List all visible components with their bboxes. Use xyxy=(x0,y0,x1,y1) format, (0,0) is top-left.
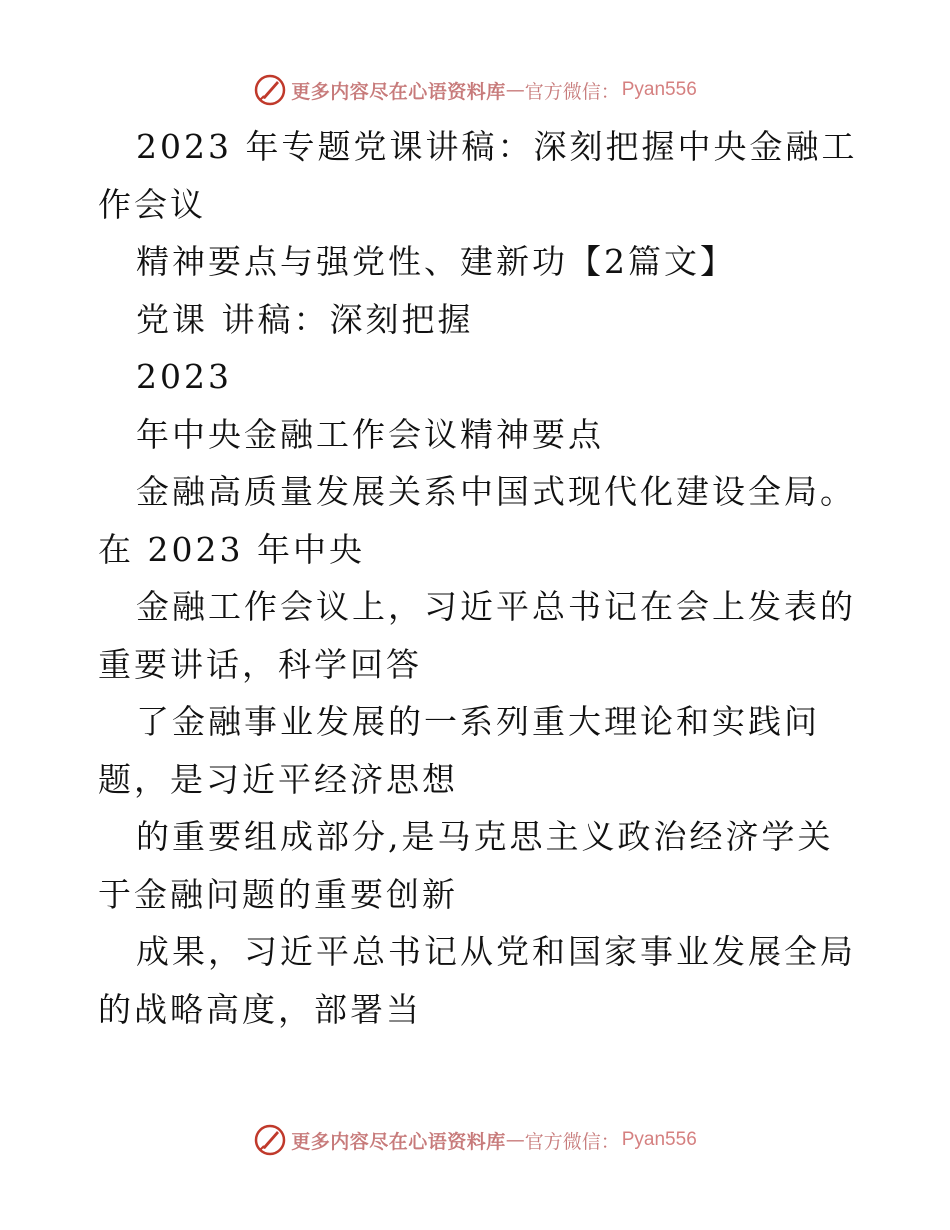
paragraph: 金融高质量发展关系中国式现代化建设全局。在 2023 年中央 xyxy=(98,472,856,569)
watermark-main-text: 更多内容尽在心语资料库 xyxy=(291,80,506,103)
watermark-code: Pyan556 xyxy=(621,1129,697,1150)
paragraph: 成果，习近平总书记从党和国家事业发展全局的战略高度，部署当 xyxy=(98,932,856,1029)
watermark-tail-text: 官方微信： xyxy=(524,1130,620,1153)
paragraph: 了金融事业发展的一系列重大理论和实践问题，是习近平经济思想 xyxy=(98,702,820,799)
watermark-code: Pyan556 xyxy=(621,79,697,100)
paragraph: 的重要组成部分,是马克思主义政治经济学关于金融问题的重要创新 xyxy=(98,817,834,914)
paragraph: 党课 讲稿：深刻把握 xyxy=(136,299,474,339)
feather-logo-icon xyxy=(253,73,287,107)
paragraph: 精神要点与强党性、建新功【2篇文】 xyxy=(136,242,736,281)
paragraph: 年中央金融工作会议精神要点 xyxy=(136,414,604,454)
watermark-tail-text: 官方微信： xyxy=(524,80,620,103)
paragraph: 金融工作会议上，习近平总书记在会上发表的重要讲话，科学回答 xyxy=(98,587,856,684)
watermark-dash: — xyxy=(505,79,525,101)
feather-logo-icon xyxy=(253,1123,287,1157)
document-body xyxy=(98,118,858,1038)
watermark-main-text: 更多内容尽在心语资料库 xyxy=(291,1130,506,1153)
paragraph: 2023 xyxy=(136,357,232,396)
watermark-footer xyxy=(0,1120,950,1160)
paragraph: 2023 年专题党课讲稿：深刻把握中央金融工作会议 xyxy=(98,127,858,224)
watermark-header xyxy=(0,70,950,110)
watermark-dash: — xyxy=(505,1129,525,1151)
